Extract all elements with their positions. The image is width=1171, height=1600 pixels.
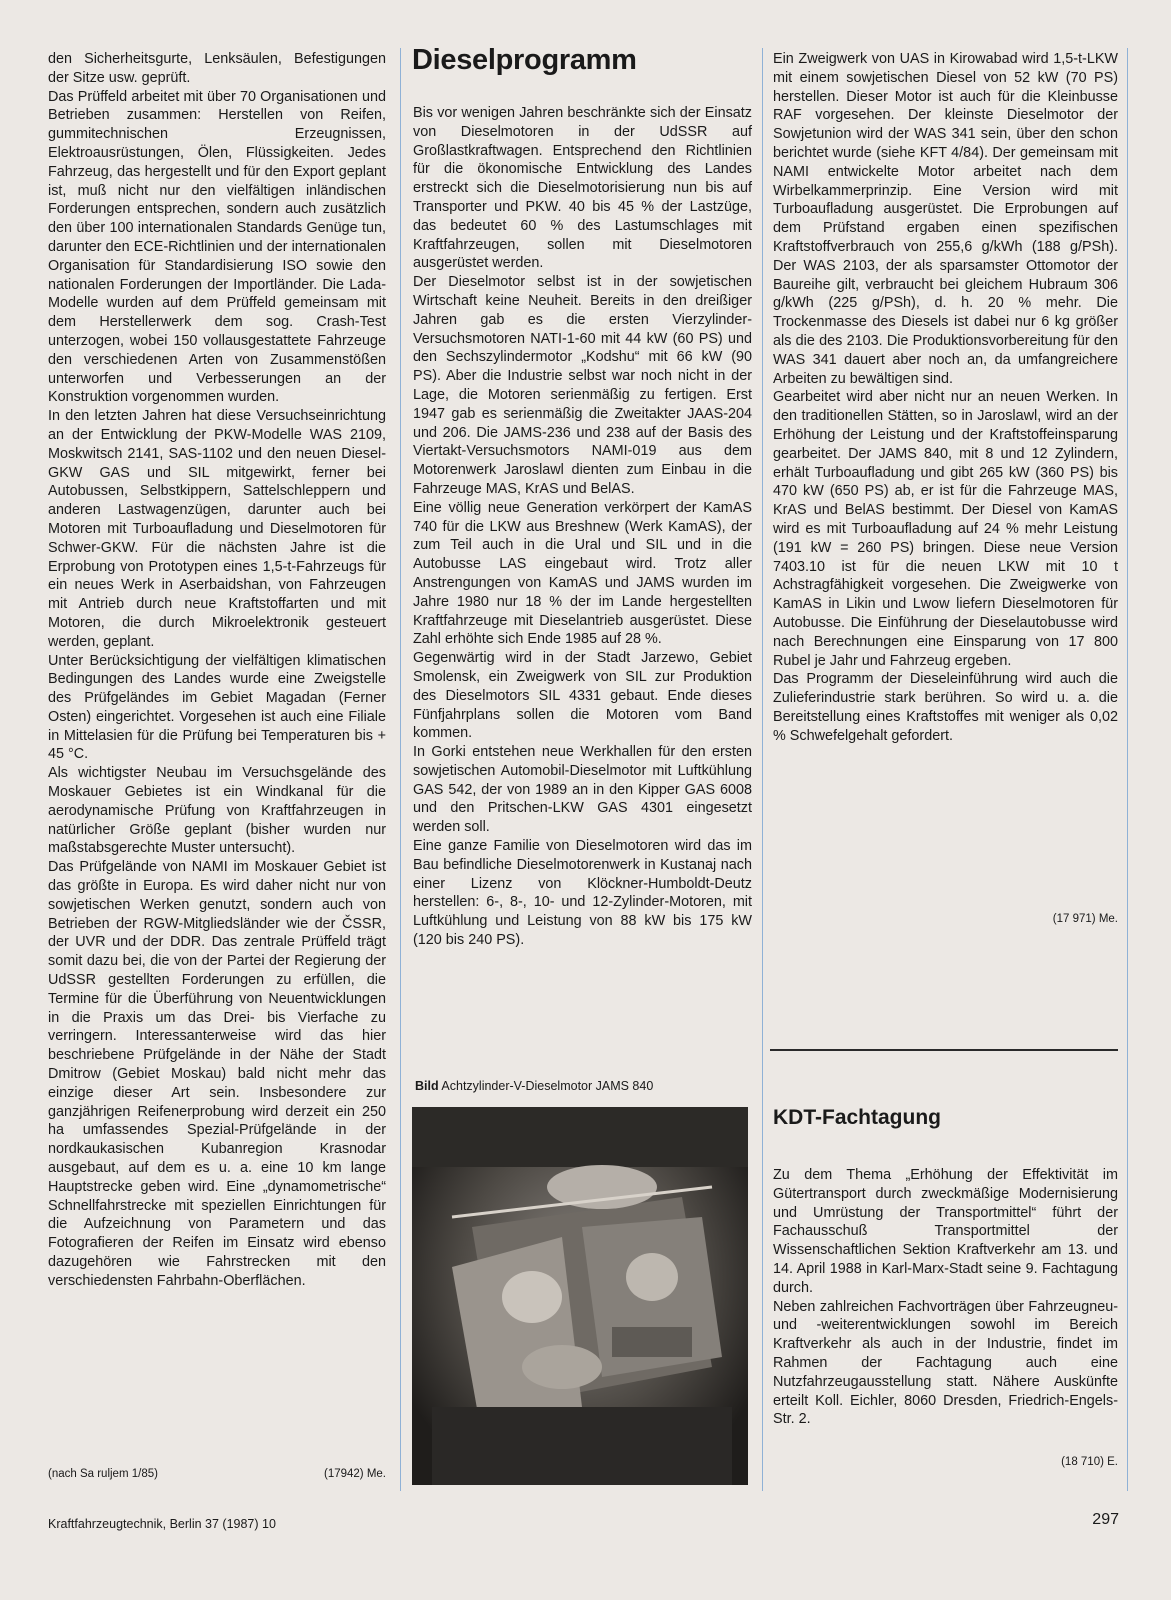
col3-ref: (17 971) Me. xyxy=(1052,913,1118,925)
heading-kdt-fachtagung: KDT-Fachtagung xyxy=(773,1106,941,1129)
col2-paragraph: Eine ganze Familie von Dieselmotoren wird das im Bau befindliche Dieselmotorenwerk in Kustanaj nach einer Lizenz von Klöckner-Humboldt-Deutz herstellen: 6-, 8-, 10- und 12-Zylinder-Motoren, mit Luftkühlung und Leistung von 88 kW bis 175 kW (120 bis 240 PS). xyxy=(413,838,752,949)
section-divider xyxy=(770,1049,1118,1051)
col1-source-row xyxy=(48,1468,386,1480)
column-rule-far-right xyxy=(1127,48,1128,1491)
col1-paragraph: In den letzten Jahren hat diese Versuchseinrichtung an der Entwicklung der PKW-Modelle WAS 2109, Moskwitsch 2141, SAS-1102 und den neuen Diesel-GKW GAS und SIL mitgewirkt, ferner bei Autobussen, Selbstkippern, Sattelschleppern und anderen Lastwagenzügen, darunter auch bei Motoren mit Turboaufladung und Dieselmotoren für Schwer-GKW. Für die nächsten Jahre ist die Erprobung von Prototypen eines 1,5-t-Fahrzeugs für ein neues Werk in Aserbaidshan, von Fahrzeugen mit Antrieb durch neue Kraftstoffarten und mit Motoren, die durch Mikroelektronik gesteuert werden, geplant. xyxy=(48,408,386,650)
column-rule-right xyxy=(762,48,763,1491)
engine-photo-illustration xyxy=(412,1107,748,1485)
page-number: 297 xyxy=(1092,1511,1119,1528)
col2-paragraph: Bis vor wenigen Jahren beschränkte sich der Einsatz von Dieselmotoren in der UdSSR auf Großlastkraftwagen. Entsprechend den Richtlinien für die ökonomische Entwicklung des Landes erstreckt sich die Dieselmotorisierung nun bis auf Transporter und PKW. 40 bis 45 % der Lastzüge, das bedeutet 60 % des Lastumschlages mit Kraftfahrzeugen, sollen mit Dieselmotoren ausgerüstet werden. xyxy=(413,105,752,272)
col1-ref: (17942) Me. xyxy=(323,1468,386,1480)
kdt-paragraph: Neben zahlreichen Fachvorträgen über Fahrzeugneu- und -weiterentwicklungen sowohl im Bereich Kraftverkehr als auch in der Industrie, findet im Rahmen der Fachtagung auch eine Nutzfahrzeugausstellung statt. Nähere Auskünfte erteilt Koll. Eichler, 8060 Dresden, Friedrich-Engels-Str. 2. xyxy=(773,1298,1118,1428)
col2-paragraph: Der Dieselmotor selbst ist in der sowjetischen Wirtschaft keine Neuheit. Bereits in den dreißiger Jahren gab es die ersten Vierzylinder-Versuchsmotoren NATI-1-60 mit 44 kW (60 PS) und den Sechszylindermotor „Kodshu“ mit 66 kW (90 PS). Aber die Industrie selbst war noch nicht in der Lage, die Motoren serienmäßig zu fertigen. Erst 1947 gab es serienmäßig die Zweitakter JAAS-204 und 206. Die JAMS-236 und 238 auf der Basis des Viertakt-Versuchsmotors NAMI-019 aus dem Motorenwerk Jaroslawl dienten zum Einbau in die Fahrzeuge MAS, KrAS und BelAS. xyxy=(413,274,752,497)
column-rule-left xyxy=(400,48,401,1491)
kdt-body xyxy=(773,1166,1118,1429)
caption-text: Achtzylinder-V-Dieselmotor JAMS 840 xyxy=(441,1079,654,1093)
kdt-ref: (18 710) E. xyxy=(1061,1456,1118,1468)
col2-paragraph: In Gorki entstehen neue Werkhallen für den ersten sowjetischen Automobil-Dieselmotor mit Luftkühlung GAS 542, der von 1989 an in den Kipper GAS 6008 und den Pritschen-LKW GAS 4301 eingesetzt werden soll. xyxy=(413,744,752,836)
col1-paragraph: Das Prüffeld arbeitet mit über 70 Organisationen und Betrieben zusammen: Herstellen von Reifen, gummitechnischen Erzeugnissen, Elektroausrüstungen, Ölen, Flüssigkeiten. Jedes Fahrzeug, das hergestellt und für den Export geplant ist, muß nicht nur den vielfältigen inländischen Forderungen entsprechen, sondern auch zusätzlich den über 100 internationalen Standards Genüge tun, darunter den ECE-Richtlinien und der internationalen Organisation für Standardisierung ISO sowie den nationalen Forderungen der Importländer. Die Lada-Modelle wurden auf dem Prüffeld gemeinsam mit dem Herstellerwerk dem sog. Crash-Test unterzogen, wobei 150 vollausgestattete Fahrzeuge den verschiedenen Arten von Zusammenstößen unterworfen und Verbesserungen an der Konstruktion vorgenommen wurden. xyxy=(48,88,386,406)
journal-reference: Kraftfahrzeugtechnik, Berlin 37 (1987) 10 xyxy=(48,1517,276,1531)
col2-paragraph: Gegenwärtig wird in der Stadt Jarzewo, Gebiet Smolensk, ein Zweigwerk von SIL zur Produktion des Dieselmotors SIL 4331 gebaut. Ende dieses Fünfjahrplans sollen die Motoren vom Band kommen. xyxy=(413,650,752,742)
col3-paragraph: Gearbeitet wird aber nicht nur an neuen Werken. In den traditionellen Stätten, so in Jaroslawl, wird an der Erhöhung der Leistung und der Kraftstoffeinsparung gearbeitet. Der JAMS 840, mit 8 und 12 Zylindern, erhält Turboaufladung und gibt 265 kW (360 PS) bis 470 kW (650 PS) ab, er ist für die Fahrzeuge MAS, KrAS und BelAS bestimmt. Der Diesel von KamAS wird es mit Turboaufladung auf 24 % mehr Leistung (191 kW = 260 PS) bringen. Diese neue Version 7403.10 ist für die neuen LKW mit 10 t Achstragfähigkeit vorgesehen. Die Zweigwerke von KamAS in Likin und Lwow liefern Dieselmotoren für Autobusse. Die Einführung der Dieselautobusse wird nach Berechnungen eine Einsparung von 17 800 Rubel je Jahr und Fahrzeug ergeben. xyxy=(773,389,1118,669)
photo-caption xyxy=(415,1079,653,1093)
col3-paragraph: Das Programm der Dieseleinführung wird auch die Zulieferindustrie stark berühren. So wird u. a. die Bereitstellung eines Kraftstoffes mit weniger als 0,02 % Schwefelgehalt gefordert. xyxy=(773,671,1118,744)
col1-paragraph: den Sicherheitsgurte, Lenksäulen, Befestigungen der Sitze usw. geprüft. xyxy=(48,51,386,86)
engine-photo xyxy=(412,1107,748,1485)
col1-source: (nach Sa ruljem 1/85) xyxy=(48,1468,158,1480)
kdt-paragraph: Zu dem Thema „Erhöhung der Effektivität im Gütertransport durch zweckmäßige Modernisierung und Umrüstung der Transportmittel“ führt der Fachausschuß Transportmittel der Wissenschaftlichen Sektion Kraftverkehr am 13. und 14. April 1988 in Karl-Marx-Stadt seine 9. Fachtagung durch. xyxy=(773,1167,1118,1296)
column-1 xyxy=(48,50,386,1291)
col2-paragraph: Eine völlig neue Generation verkörpert der KamAS 740 für die LKW aus Breshnew (Werk KamAS), der zum Teil auch in die Ural und SIL und in die Autobusse LAS eingebaut wird. Trotz aller Anstrengungen von KamAS und JAMS wurden im Jahre 1980 nur 18 % der im Lande hergestellten Kraftfahrzeuge mit Dieselantrieb ausgerüstet. Diese Zahl erhöhte sich Ende 1985 auf 28 %. xyxy=(413,499,752,648)
col3-paragraph: Ein Zweigwerk von UAS in Kirowabad wird 1,5-t-LKW mit einem sowjetischen Diesel von 52 kW (70 PS) herstellen. Dieser Motor ist auch für die Kleinbusse RAF vorgesehen. Der kleinste Dieselmotor der Sowjetunion wird der WAS 341 sein, über den schon berichtet wurde (siehe KFT 4/84). Der gemeinsam mit NAMI entwickelte Motor arbeitet nach dem Wirbelkammerprinzip. Eine Version wird mit Turboaufladung ausgerüstet. Die Erprobungen auf dem Prüfstand ergaben einen spezifischen Kraftstoffverbrauch von 255,6 g/kWh (188 g/PSh). Der WAS 2103, der als sparsamster Ottomotor der Baureihe gilt, verbraucht bei gleichem Hubraum 306 g/kWh (225 g/PSh), d. h. 20 % mehr. Die Trockenmasse des Diesels ist dabei nur 6 kg größer als die des 2103. Die Produktionsvorbereitung für den WAS 341 dauert aber noch an, da umfangreichere Arbeiten zu bewältigen sind. xyxy=(773,51,1118,387)
heading-dieselprogramm: Dieselprogramm xyxy=(412,44,637,76)
column-3 xyxy=(773,50,1118,745)
column-2 xyxy=(413,104,752,950)
col1-paragraph: Als wichtigster Neubau im Versuchsgelände des Moskauer Gebietes ist ein Windkanal für die aerodynamische Prüfung von Kraftfahrzeugen in natürlicher Größe geplant (bisher wurden nur maßstabsgerechte Muster untersucht). xyxy=(48,765,386,857)
col1-paragraph: Das Prüfgelände von NAMI im Moskauer Gebiet ist das größte in Europa. Es wird daher nicht nur von sowjetischen Werken genutzt, sondern auch von Betrieben der RGW-Mitgliedsländer wie der ČSSR, der UVR und der DDR. Das zentrale Prüffeld trägt somit dazu bei, die von der Partei der Regierung der UdSSR gestellten Forderungen zu erfüllen, die Termine für die Überführung von Neuentwicklungen in die Praxis um das Drei- bis Vierfache zu verringern. Interessanterweise wird das hier beschriebene Prüfgelände in der Nähe der Stadt Dmitrow (Gebiet Moskau) bald nicht mehr das einzige dieser Art sein. Insbesondere zur ganzjährigen Reifenerprobung wird derzeit ein 250 ha umfassendes Spezial-Prüfgelände in der nordkaukasischen Kubanregion Krasnodar ausgebaut, auf dem es u. a. eine 10 km lange Hauptstrecke geben wird. Eine „dynamometrische“ Schnellfahrstrecke mit speziellen Einrichtungen für die Aufzeichnung von Parametern und das Fotografieren der Reifen im Einsatz wird ebenso dazugehören wie Fahrstrecken mit den verschiedensten Fahrbahn-Oberflächen. xyxy=(48,859,386,1289)
caption-label: Bild xyxy=(415,1079,439,1093)
col1-paragraph: Unter Berücksichtigung der vielfältigen klimatischen Bedingungen des Landes wurde eine Zweigstelle des Prüfgeländes im Gebiet Magadan (Ferner Osten) eingerichtet. Vorgesehen ist auch eine Filiale in Mittelasien für die Prüfung bei Temperaturen bis + 45 °C. xyxy=(48,652,386,763)
